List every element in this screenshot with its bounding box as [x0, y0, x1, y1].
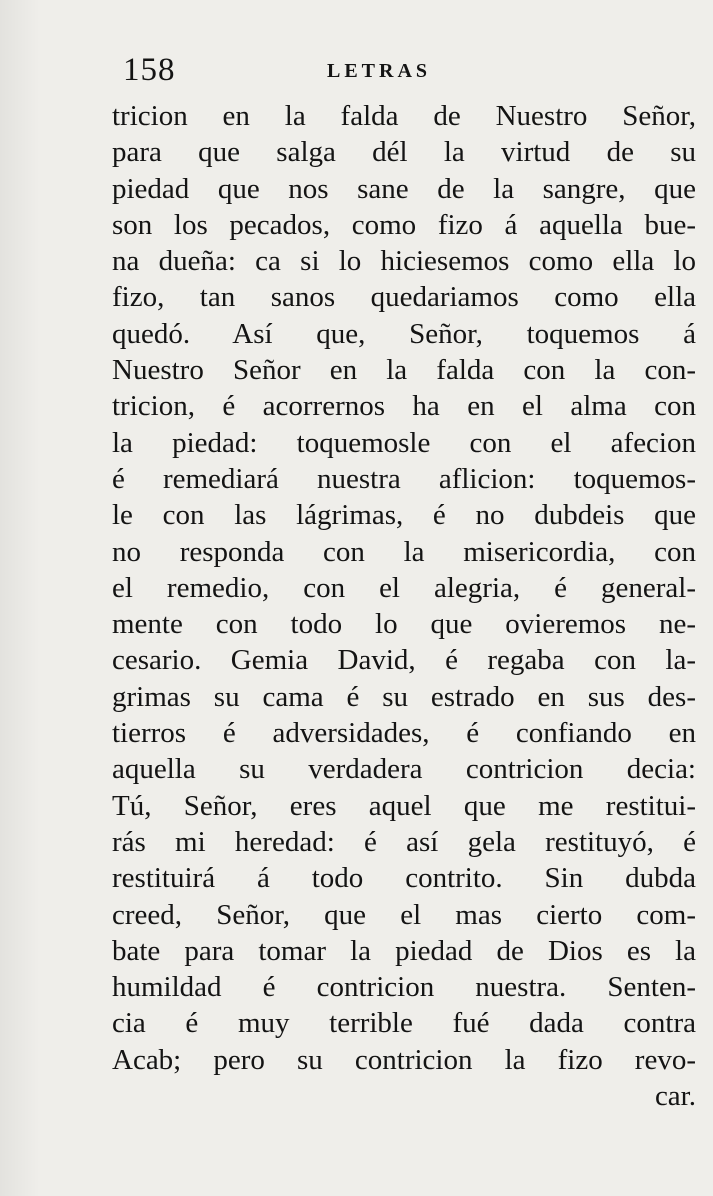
- text-line-last: car.: [654, 1080, 696, 1113]
- page-number: 158: [123, 52, 176, 88]
- text-line: le con las lágrimas, é no dubdeis que: [112, 499, 696, 532]
- spine-shadow: [0, 0, 40, 1196]
- text-line: bate para tomar la piedad de Dios es la: [112, 934, 696, 967]
- text-line: cia é muy terrible fué dada contra: [112, 1007, 696, 1040]
- text-line: fizo, tan sanos quedariamos como ella: [112, 281, 696, 314]
- text-line: Acab; pero su contricion la fizo revo-: [112, 1043, 696, 1076]
- text-line: piedad que nos sane de la sangre, que: [112, 172, 696, 205]
- text-line: é remediará nuestra aflicion: toquemos-: [112, 462, 696, 495]
- page-header: [115, 50, 695, 90]
- text-line: rás mi heredad: é así gela restituyó, é: [112, 825, 696, 858]
- text-line: restituirá á todo contrito. Sin dubda: [112, 862, 696, 895]
- text-line: son los pecados, como fizo á aquella bue-: [112, 208, 696, 241]
- text-line: el remedio, con el alegria, é general-: [112, 571, 696, 604]
- body-text: [112, 98, 696, 1114]
- text-line: Nuestro Señor en la falda con la con-: [112, 354, 696, 387]
- text-line: aquella su verdadera contricion decia:: [112, 753, 696, 786]
- text-line: no responda con la misericordia, con: [112, 535, 696, 568]
- text-line: creed, Señor, que el mas cierto com-: [112, 898, 696, 931]
- text-line: tricion en la falda de Nuestro Señor,: [112, 100, 696, 132]
- running-title: LETRAS: [327, 60, 432, 82]
- text-line: cesario. Gemia David, é regaba con la-: [112, 644, 696, 677]
- text-line: para que salga dél la virtud de su: [112, 136, 696, 169]
- text-line: quedó. Así que, Señor, toquemos á: [112, 317, 696, 350]
- text-line: na dueña: ca si lo hiciesemos como ella lo: [112, 245, 696, 278]
- text-line: la piedad: toquemosle con el afecion: [112, 426, 696, 459]
- text-line: mente con todo lo que ovieremos ne-: [112, 608, 696, 641]
- text-line: tierros é adversidades, é confiando en: [112, 717, 696, 750]
- text-line: grimas su cama é su estrado en sus des-: [112, 680, 696, 713]
- text-line: tricion, é acorrernos ha en el alma con: [112, 390, 696, 423]
- text-line: Tú, Señor, eres aquel que me restitui-: [112, 789, 696, 822]
- text-line: humildad é contricion nuestra. Senten-: [112, 971, 696, 1004]
